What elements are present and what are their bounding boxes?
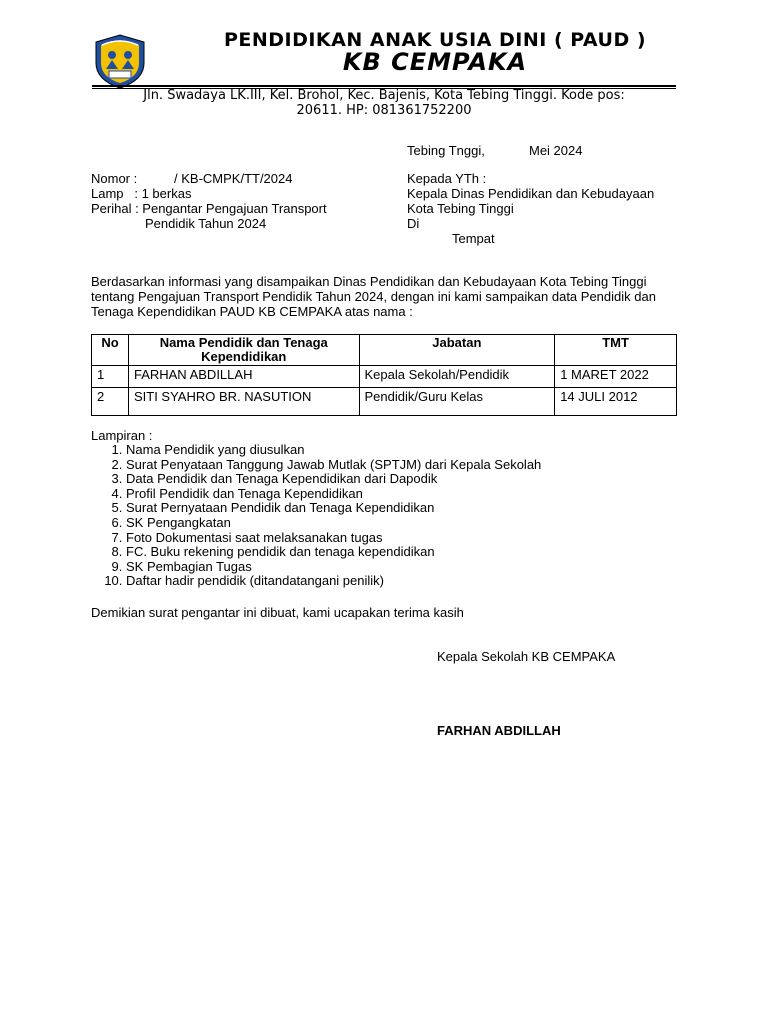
table-row: [92, 388, 677, 416]
table-header-row: [92, 335, 677, 366]
recipient-line-5: Tempat: [452, 231, 495, 246]
recipient-line-4: Di: [407, 216, 420, 231]
perihal-line-2: Pendidik Tahun 2024: [145, 216, 267, 231]
nomor-value: / KB-CMPK/TT/2024: [174, 171, 293, 186]
closing-text: Demikian surat pengantar ini dibuat, kami ucapakan terima kasih: [91, 605, 464, 620]
perihal-line-1: Perihal : Pengantar Pengajuan Transport: [91, 201, 327, 216]
list-item: 8. FC. Buku rekening pendidik dan tenaga kependidikan: [126, 545, 541, 560]
nomor-label: Nomor :: [91, 171, 138, 186]
header-tmt: TMT: [555, 335, 677, 366]
header-name: Nama Pendidik dan Tenaga Kependidikan: [128, 335, 359, 366]
lamp-line: Lamp : 1 berkas: [91, 186, 192, 201]
cell-tmt: 14 JULI 2012: [555, 388, 677, 416]
list-item: 1. Nama Pendidik yang diusulkan: [126, 443, 541, 458]
header-position: Jabatan: [359, 335, 555, 366]
list-item: 5. Surat Pernyataan Pendidik dan Tenaga Kependidikan: [126, 501, 541, 516]
recipient-line-3: Kota Tebing Tinggi: [407, 201, 514, 216]
address-line-1: Jln. Swadaya LK.III, Kel. Brohol, Kec. Bajenis, Kota Tebing Tinggi. Kode pos:: [143, 88, 625, 103]
list-item: 9. SK Pembagian Tugas: [126, 560, 541, 575]
header-rule-thick: [92, 85, 676, 87]
table-row: [92, 366, 677, 388]
recipient-line-2: Kepala Dinas Pendidikan dan Kebudayaan: [407, 186, 655, 201]
cell-position: Pendidik/Guru Kelas: [359, 388, 555, 416]
school-name: KB CEMPAKA: [342, 48, 528, 76]
address-line-2: 20611. HP: 081361752200: [296, 103, 472, 118]
cell-name: FARHAN ABDILLAH: [128, 366, 359, 388]
signature-title: Kepala Sekolah KB CEMPAKA: [437, 649, 616, 664]
signature-name: FARHAN ABDILLAH: [437, 723, 561, 738]
staff-table: [91, 334, 677, 416]
header-no: No: [92, 335, 129, 366]
letter-place: Tebing Tnggi,: [407, 143, 485, 158]
attachments-label: Lampiran :: [91, 428, 153, 443]
cell-no: 2: [92, 388, 129, 416]
intro-line-3: Tenaga Kependidikan PAUD KB CEMPAKA atas nama :: [91, 304, 413, 319]
letter-date: Mei 2024: [529, 143, 583, 158]
cell-position: Kepala Sekolah/Pendidik: [359, 366, 555, 388]
list-item: 6. SK Pengangkatan: [126, 516, 541, 531]
list-item: 2. Surat Penyataan Tanggung Jawab Mutlak (SPTJM) dari Kepala Sekolah: [126, 458, 541, 473]
attachments-list: [90, 443, 541, 589]
list-item: 3. Data Pendidik dan Tenaga Kependidikan dari Dapodik: [126, 472, 541, 487]
cell-tmt: 1 MARET 2022: [555, 366, 677, 388]
intro-line-1: Berdasarkan informasi yang disampaikan Dinas Pendidikan dan Kebudayaan Kota Tebing Tinggi: [91, 274, 647, 289]
intro-line-2: tentang Pengajuan Transport Pendidik Tahun 2024, dengan ini kami sampaikan data Pendidik dan: [91, 289, 656, 304]
list-item: 7. Foto Dokumentasi saat melaksanakan tugas: [126, 531, 541, 546]
list-item: 10. Daftar hadir pendidik (ditandatangani penilik): [126, 574, 541, 589]
cell-name: SITI SYAHRO BR. NASUTION: [128, 388, 359, 416]
recipient-line-1: Kepada YTh :: [407, 171, 487, 186]
school-header-title: PENDIDIKAN ANAK USIA DINI ( PAUD ): [223, 29, 647, 51]
list-item: 4. Profil Pendidik dan Tenaga Kependidikan: [126, 487, 541, 502]
cell-no: 1: [92, 366, 129, 388]
